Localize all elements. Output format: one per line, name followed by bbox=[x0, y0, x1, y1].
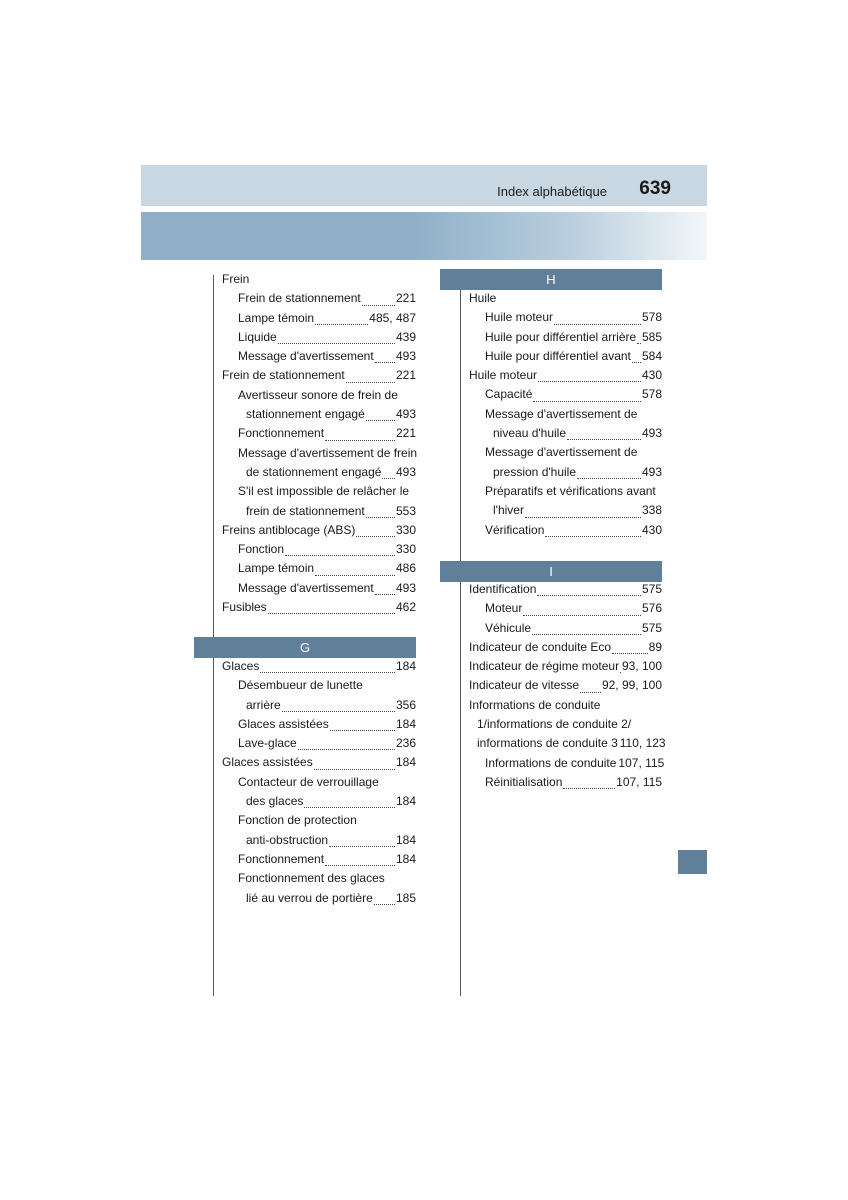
index-entry-page: 110, 123 bbox=[619, 736, 666, 751]
index-entry-text: niveau d'huile bbox=[493, 426, 567, 441]
index-entry-page: 184 bbox=[395, 794, 416, 809]
index-entry bbox=[493, 424, 662, 443]
header-band bbox=[141, 212, 707, 260]
index-entry bbox=[222, 270, 416, 289]
index-entry bbox=[238, 347, 416, 366]
index-entry-text: Frein de stationnement bbox=[222, 368, 345, 383]
dot-leader bbox=[366, 420, 395, 421]
index-entry bbox=[238, 289, 416, 308]
index-entry bbox=[238, 386, 416, 405]
index-entry-text: Fonctionnement bbox=[238, 426, 325, 441]
section-header-i: I bbox=[440, 561, 662, 582]
dot-leader bbox=[382, 478, 395, 479]
index-entry-page: 107, 115 bbox=[618, 755, 665, 770]
dot-leader bbox=[304, 807, 395, 808]
index-entry-page: 236 bbox=[395, 736, 416, 751]
index-entry-page: 578 bbox=[641, 310, 662, 325]
index-entry bbox=[469, 289, 662, 308]
index-entry bbox=[485, 619, 662, 638]
index-entry-text: Contacteur de verrouillage bbox=[238, 774, 379, 789]
index-entry-text: Huile moteur bbox=[469, 368, 538, 383]
index-entry bbox=[485, 754, 665, 773]
index-entry-page: 107, 115 bbox=[616, 774, 662, 789]
index-entry bbox=[222, 598, 416, 617]
dot-leader bbox=[637, 343, 641, 344]
index-entry bbox=[493, 463, 662, 482]
dot-leader bbox=[315, 324, 368, 325]
index-entry bbox=[238, 734, 416, 753]
dot-leader bbox=[538, 381, 641, 382]
dot-leader bbox=[525, 517, 641, 518]
index-entry bbox=[238, 482, 416, 501]
index-entry-text: Huile moteur bbox=[485, 310, 554, 325]
index-entry bbox=[477, 715, 662, 734]
index-entry-page: 356 bbox=[395, 697, 416, 712]
index-entry-page: 184 bbox=[395, 755, 416, 770]
index-entry bbox=[246, 831, 416, 850]
right-column-rule bbox=[460, 288, 461, 996]
index-entry-text: Informations de conduite bbox=[485, 755, 617, 770]
index-entry bbox=[238, 328, 416, 347]
index-entry-text: Fonctionnement des glaces bbox=[238, 871, 385, 886]
dot-leader bbox=[567, 439, 641, 440]
section-header-h: H bbox=[440, 269, 662, 290]
index-entry-text: Avertisseur sonore de frein de bbox=[238, 387, 398, 402]
index-entry-text: Message d'avertissement de bbox=[485, 445, 638, 460]
index-entry-text: Lampe témoin bbox=[238, 310, 315, 325]
index-entry-page: 93, 100 bbox=[621, 659, 662, 674]
dot-leader bbox=[330, 730, 395, 731]
index-entry-text: informations de conduite 3 bbox=[477, 736, 618, 751]
index-entry-text: Message d'avertissement de frein bbox=[238, 445, 418, 460]
index-entry-page: 485, 487 bbox=[369, 310, 416, 325]
index-entry-page: 439 bbox=[395, 329, 416, 344]
dot-leader bbox=[532, 634, 641, 635]
index-entry-text: Moteur bbox=[485, 601, 523, 616]
index-entry bbox=[222, 521, 416, 540]
index-entry-page: 585 bbox=[641, 329, 662, 344]
index-entry-page: 184 bbox=[395, 832, 416, 847]
index-entry-text: Huile pour différentiel arrière bbox=[485, 329, 637, 344]
index-entry-text: Frein bbox=[222, 272, 250, 286]
dot-leader bbox=[346, 382, 395, 383]
index-entry-text: Message d'avertissement bbox=[238, 580, 374, 595]
index-entry-text: des glaces bbox=[246, 794, 304, 809]
index-entry-text: de stationnement engagé bbox=[246, 464, 382, 479]
index-entry-page: 493 bbox=[641, 426, 662, 441]
index-entry bbox=[238, 676, 416, 695]
index-entry-page: 584 bbox=[641, 348, 662, 363]
index-entry-text: Message d'avertissement bbox=[238, 349, 374, 364]
index-entry bbox=[238, 811, 416, 830]
index-entry bbox=[485, 443, 662, 462]
index-entry bbox=[485, 308, 662, 327]
index-entry-text: stationnement engagé bbox=[246, 407, 365, 422]
index-entry bbox=[493, 501, 662, 520]
index-entry-text: Fonction bbox=[238, 542, 285, 557]
index-entry-text: Huile pour différentiel avant bbox=[485, 348, 631, 363]
index-entry-page: 184 bbox=[395, 851, 416, 866]
dot-leader bbox=[315, 575, 395, 576]
dot-leader bbox=[580, 692, 601, 693]
index-entry-text: Réinitialisation bbox=[485, 774, 563, 789]
index-entry-page: 221 bbox=[395, 368, 416, 383]
dot-leader bbox=[325, 440, 395, 441]
index-entry-page: 575 bbox=[641, 620, 662, 635]
index-entry-page: 493 bbox=[395, 407, 416, 422]
index-entry bbox=[485, 773, 662, 792]
index-entry-text: Désembueur de lunette bbox=[238, 678, 363, 693]
index-entry bbox=[238, 540, 416, 559]
index-entry-text: Lampe témoin bbox=[238, 561, 315, 576]
dot-leader bbox=[282, 711, 395, 712]
index-entry-page: 430 bbox=[641, 522, 662, 537]
index-entry bbox=[485, 405, 662, 424]
index-entry-page: 493 bbox=[395, 349, 416, 364]
dot-leader bbox=[537, 595, 641, 596]
index-entry-text: arrière bbox=[246, 697, 281, 712]
index-entry bbox=[222, 657, 416, 676]
index-entry-text: anti-obstruction bbox=[246, 832, 329, 847]
index-entry-text: Fusibles bbox=[222, 600, 267, 615]
index-entry-page: 92, 99, 100 bbox=[601, 678, 662, 693]
index-entry-text: lié au verrou de portière bbox=[246, 890, 373, 905]
index-entry-page: 221 bbox=[395, 426, 416, 441]
index-entry bbox=[469, 676, 662, 695]
index-entry bbox=[238, 309, 416, 328]
index-entry-page: 184 bbox=[395, 716, 416, 731]
index-entry bbox=[485, 599, 662, 618]
index-entry-text: Message d'avertissement de bbox=[485, 406, 638, 421]
index-entry-text: Glaces assistées bbox=[238, 716, 329, 731]
index-entry bbox=[485, 385, 662, 404]
index-entry bbox=[238, 559, 416, 578]
index-entry-text: 1/informations de conduite 2/ bbox=[477, 717, 632, 732]
index-entry-text: pression d'huile bbox=[493, 464, 577, 479]
dot-leader bbox=[554, 324, 641, 325]
dot-leader bbox=[533, 401, 641, 402]
index-entry bbox=[238, 579, 416, 598]
dot-leader bbox=[375, 362, 395, 363]
index-entry bbox=[469, 580, 662, 599]
index-entry-page: 89 bbox=[648, 639, 662, 654]
index-entry-page: 578 bbox=[641, 387, 662, 402]
index-entry-page: 486 bbox=[395, 561, 416, 576]
index-entry bbox=[238, 444, 416, 463]
dot-leader bbox=[298, 749, 395, 750]
section-header-g: G bbox=[194, 637, 416, 658]
index-entry-text: Préparatifs et vérifications avant bbox=[485, 483, 656, 498]
index-entry-page: 493 bbox=[395, 580, 416, 595]
dot-leader bbox=[523, 615, 641, 616]
index-entry bbox=[246, 463, 416, 482]
index-entry-page: 553 bbox=[395, 503, 416, 518]
index-entry-text: Frein de stationnement bbox=[238, 291, 361, 306]
index-entry-text: Lave-glace bbox=[238, 736, 297, 751]
dot-leader bbox=[329, 846, 395, 847]
index-entry-text: Véhicule bbox=[485, 620, 532, 635]
dot-leader bbox=[260, 672, 395, 673]
index-entry-text: l'hiver bbox=[493, 503, 524, 518]
index-entry-page: 338 bbox=[641, 503, 662, 518]
dot-leader bbox=[285, 555, 395, 556]
index-column-f bbox=[222, 270, 416, 617]
dot-leader bbox=[620, 672, 621, 673]
page-title: Index alphabétique bbox=[497, 184, 607, 199]
index-entry-text: Glaces assistées bbox=[222, 755, 313, 770]
dot-leader bbox=[563, 788, 615, 789]
index-entry-text: Glaces bbox=[222, 659, 260, 673]
index-entry bbox=[238, 773, 416, 792]
index-entry bbox=[246, 405, 416, 424]
index-entry bbox=[469, 366, 662, 385]
dot-leader bbox=[375, 594, 395, 595]
page-number: 639 bbox=[639, 178, 671, 199]
index-entry bbox=[238, 869, 416, 888]
index-entry bbox=[246, 502, 416, 521]
index-entry-text: Fonction de protection bbox=[238, 813, 357, 828]
dot-leader bbox=[356, 536, 395, 537]
left-column-rule bbox=[213, 275, 214, 996]
index-entry-text: Indicateur de régime moteur bbox=[469, 659, 620, 674]
index-entry-page: 430 bbox=[641, 368, 662, 383]
index-entry bbox=[246, 889, 416, 908]
dot-leader bbox=[577, 478, 641, 479]
index-entry bbox=[469, 638, 662, 657]
index-entry bbox=[485, 347, 662, 366]
dot-leader bbox=[314, 769, 395, 770]
dot-leader bbox=[366, 517, 395, 518]
chapter-tab bbox=[678, 850, 707, 874]
dot-leader bbox=[632, 362, 641, 363]
dot-leader bbox=[545, 536, 641, 537]
index-entry bbox=[238, 715, 416, 734]
index-entry bbox=[469, 657, 662, 676]
index-entry bbox=[485, 328, 662, 347]
index-entry-page: 330 bbox=[395, 522, 416, 537]
index-entry bbox=[222, 366, 416, 385]
index-entry-page: 185 bbox=[395, 890, 416, 905]
index-column-h bbox=[469, 289, 662, 540]
index-entry-text: Capacité bbox=[485, 387, 533, 402]
index-entry-text: Vérification bbox=[485, 522, 545, 537]
index-entry-text: Indicateur de conduite Eco bbox=[469, 639, 612, 654]
index-entry bbox=[222, 753, 416, 772]
index-entry-text: Fonctionnement bbox=[238, 851, 325, 866]
dot-leader bbox=[612, 653, 648, 654]
header-bar bbox=[141, 165, 707, 206]
dot-leader bbox=[325, 865, 395, 866]
index-entry-text: frein de stationnement bbox=[246, 503, 365, 518]
index-column-g bbox=[222, 657, 416, 908]
index-entry-text: Freins antiblocage (ABS) bbox=[222, 522, 356, 537]
index-entry-text: Huile bbox=[469, 291, 497, 305]
index-entry-page: 462 bbox=[395, 600, 416, 615]
index-entry bbox=[246, 696, 416, 715]
index-entry bbox=[485, 482, 662, 501]
index-entry-page: 576 bbox=[641, 601, 662, 616]
index-entry bbox=[469, 696, 662, 715]
index-entry-page: 493 bbox=[395, 464, 416, 479]
index-entry-text: Indicateur de vitesse bbox=[469, 678, 580, 693]
dot-leader bbox=[374, 904, 395, 905]
index-entry bbox=[238, 850, 416, 869]
index-entry bbox=[485, 521, 662, 540]
index-entry-page: 493 bbox=[641, 464, 662, 479]
index-column-i bbox=[469, 580, 666, 792]
dot-leader bbox=[362, 305, 395, 306]
index-entry-page: 221 bbox=[395, 291, 416, 306]
index-entry bbox=[477, 734, 666, 753]
index-entry-text: Liquide bbox=[238, 329, 277, 344]
dot-leader bbox=[268, 613, 395, 614]
index-entry-text: Informations de conduite bbox=[469, 697, 601, 712]
index-entry-text: Identification bbox=[469, 582, 537, 596]
index-entry bbox=[238, 424, 416, 443]
index-entry-page: 575 bbox=[641, 582, 662, 596]
index-entry-page: 184 bbox=[395, 659, 416, 673]
index-entry bbox=[246, 792, 416, 811]
index-entry-text: S'il est impossible de relâcher le bbox=[238, 484, 410, 499]
index-entry-page: 330 bbox=[395, 542, 416, 557]
dot-leader bbox=[278, 343, 395, 344]
